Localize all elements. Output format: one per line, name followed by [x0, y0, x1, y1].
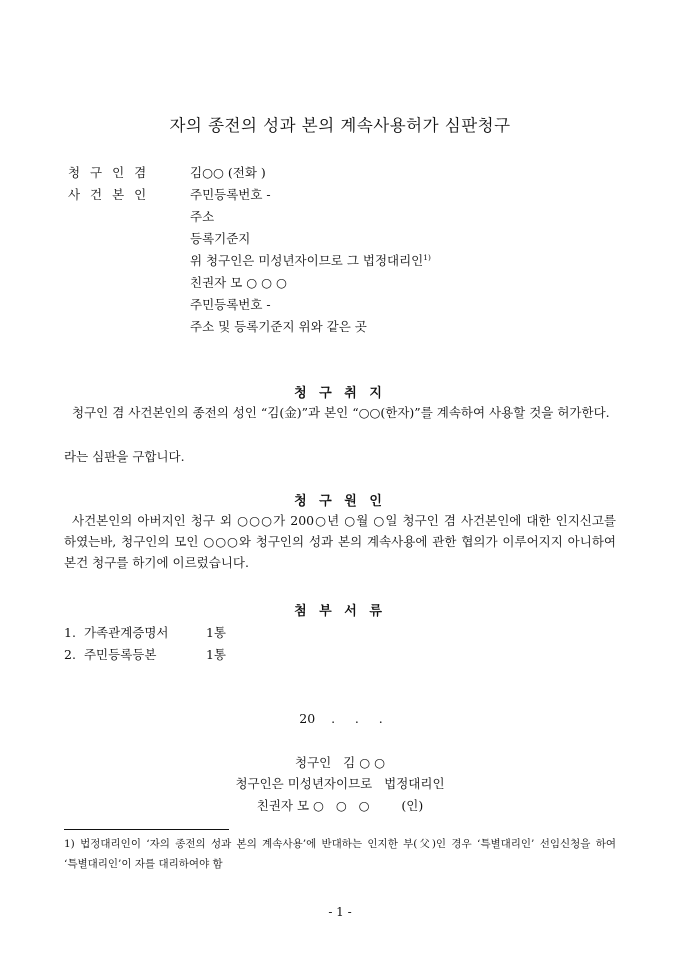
subject-label: 사 건 본 인 — [68, 187, 150, 202]
claimant-label: 청 구 인 겸 — [68, 165, 150, 180]
attachment-number: 1. — [64, 625, 76, 640]
subject-resident-number: 주민등록번호 - — [190, 187, 271, 202]
guardian-signature: 친권자 모 ○ ○ ○ (인) — [256, 798, 424, 813]
guardian-resident-number: 주민등록번호 - — [190, 297, 271, 312]
attachment-item — [64, 645, 226, 663]
cause-body: 사건본인의 아버지인 청구 외 ○○○가 200○년 ○월 ○일 청구인 겸 사건본인에 대한 인지신고를 하였는바, 청구인의 모인 ○○○와 청구인의 성과 본의 계속사용에 관한 협의가 이루어지지 아니하여 본건 청구를 하기에 이르렀습니다. — [64, 513, 616, 570]
legal-representative-line: 위 청구인은 미성년자이므로 그 법정대리인$^{1)}$ — [190, 252, 431, 268]
attachment-name: 가족관계증명서 — [83, 625, 169, 640]
subject-address: 주소 — [190, 209, 215, 224]
document-title: 자의 종전의 성과 본의 계속사용허가 심판청구 — [169, 116, 511, 135]
attachment-count: 1통 — [205, 647, 226, 662]
purpose-closing: 라는 심판을 구합니다. — [64, 449, 185, 464]
footnote — [64, 834, 616, 874]
attachment-number: 2. — [64, 647, 76, 662]
guardian-mother: 친권자 모 ○ ○ ○ — [190, 275, 287, 290]
claimant-signature: 청구인 김 ○ ○ — [295, 755, 385, 770]
attachment-count: 1통 — [205, 625, 226, 640]
subject-registration-base: 등록기준지 — [190, 231, 251, 246]
cause-heading: 청 구 원 인 — [294, 494, 386, 509]
guardian-address: 주소 및 등록기준지 위와 같은 곳 — [190, 319, 367, 334]
attachment-item — [64, 623, 226, 641]
claimant-value: 김○○ (전화 ) — [190, 165, 266, 180]
footnote-divider — [64, 829, 229, 830]
purpose-heading: 청 구 취 지 — [294, 386, 386, 401]
purpose-body: 청구인 겸 사건본인의 종전의 성인 “김(金)”과 본인 “○○(한자)”를 계속하여 사용할 것을 허가한다. — [72, 405, 610, 420]
footnote-text: 법정대리인이 ‘자의 종전의 성과 본의 계속사용’에 반대하는 인지한 부(父)인 경우 ‘특별대리인’ 선임신청을 하여 ‘특별대리인’이 자를 대리하여야 함 — [64, 838, 617, 870]
attachment-name: 주민등록등본 — [83, 647, 157, 662]
representative-note: 청구인은 미성년자이므로 법정대리인 — [235, 776, 445, 791]
footnote-marker: 1) — [64, 838, 75, 850]
page-number: - 1 - — [328, 905, 352, 919]
filing-date: 20 . . . — [299, 711, 383, 726]
footnote-reference: 1) — [423, 252, 431, 262]
attachments-heading: 첨 부 서 류 — [294, 604, 386, 619]
